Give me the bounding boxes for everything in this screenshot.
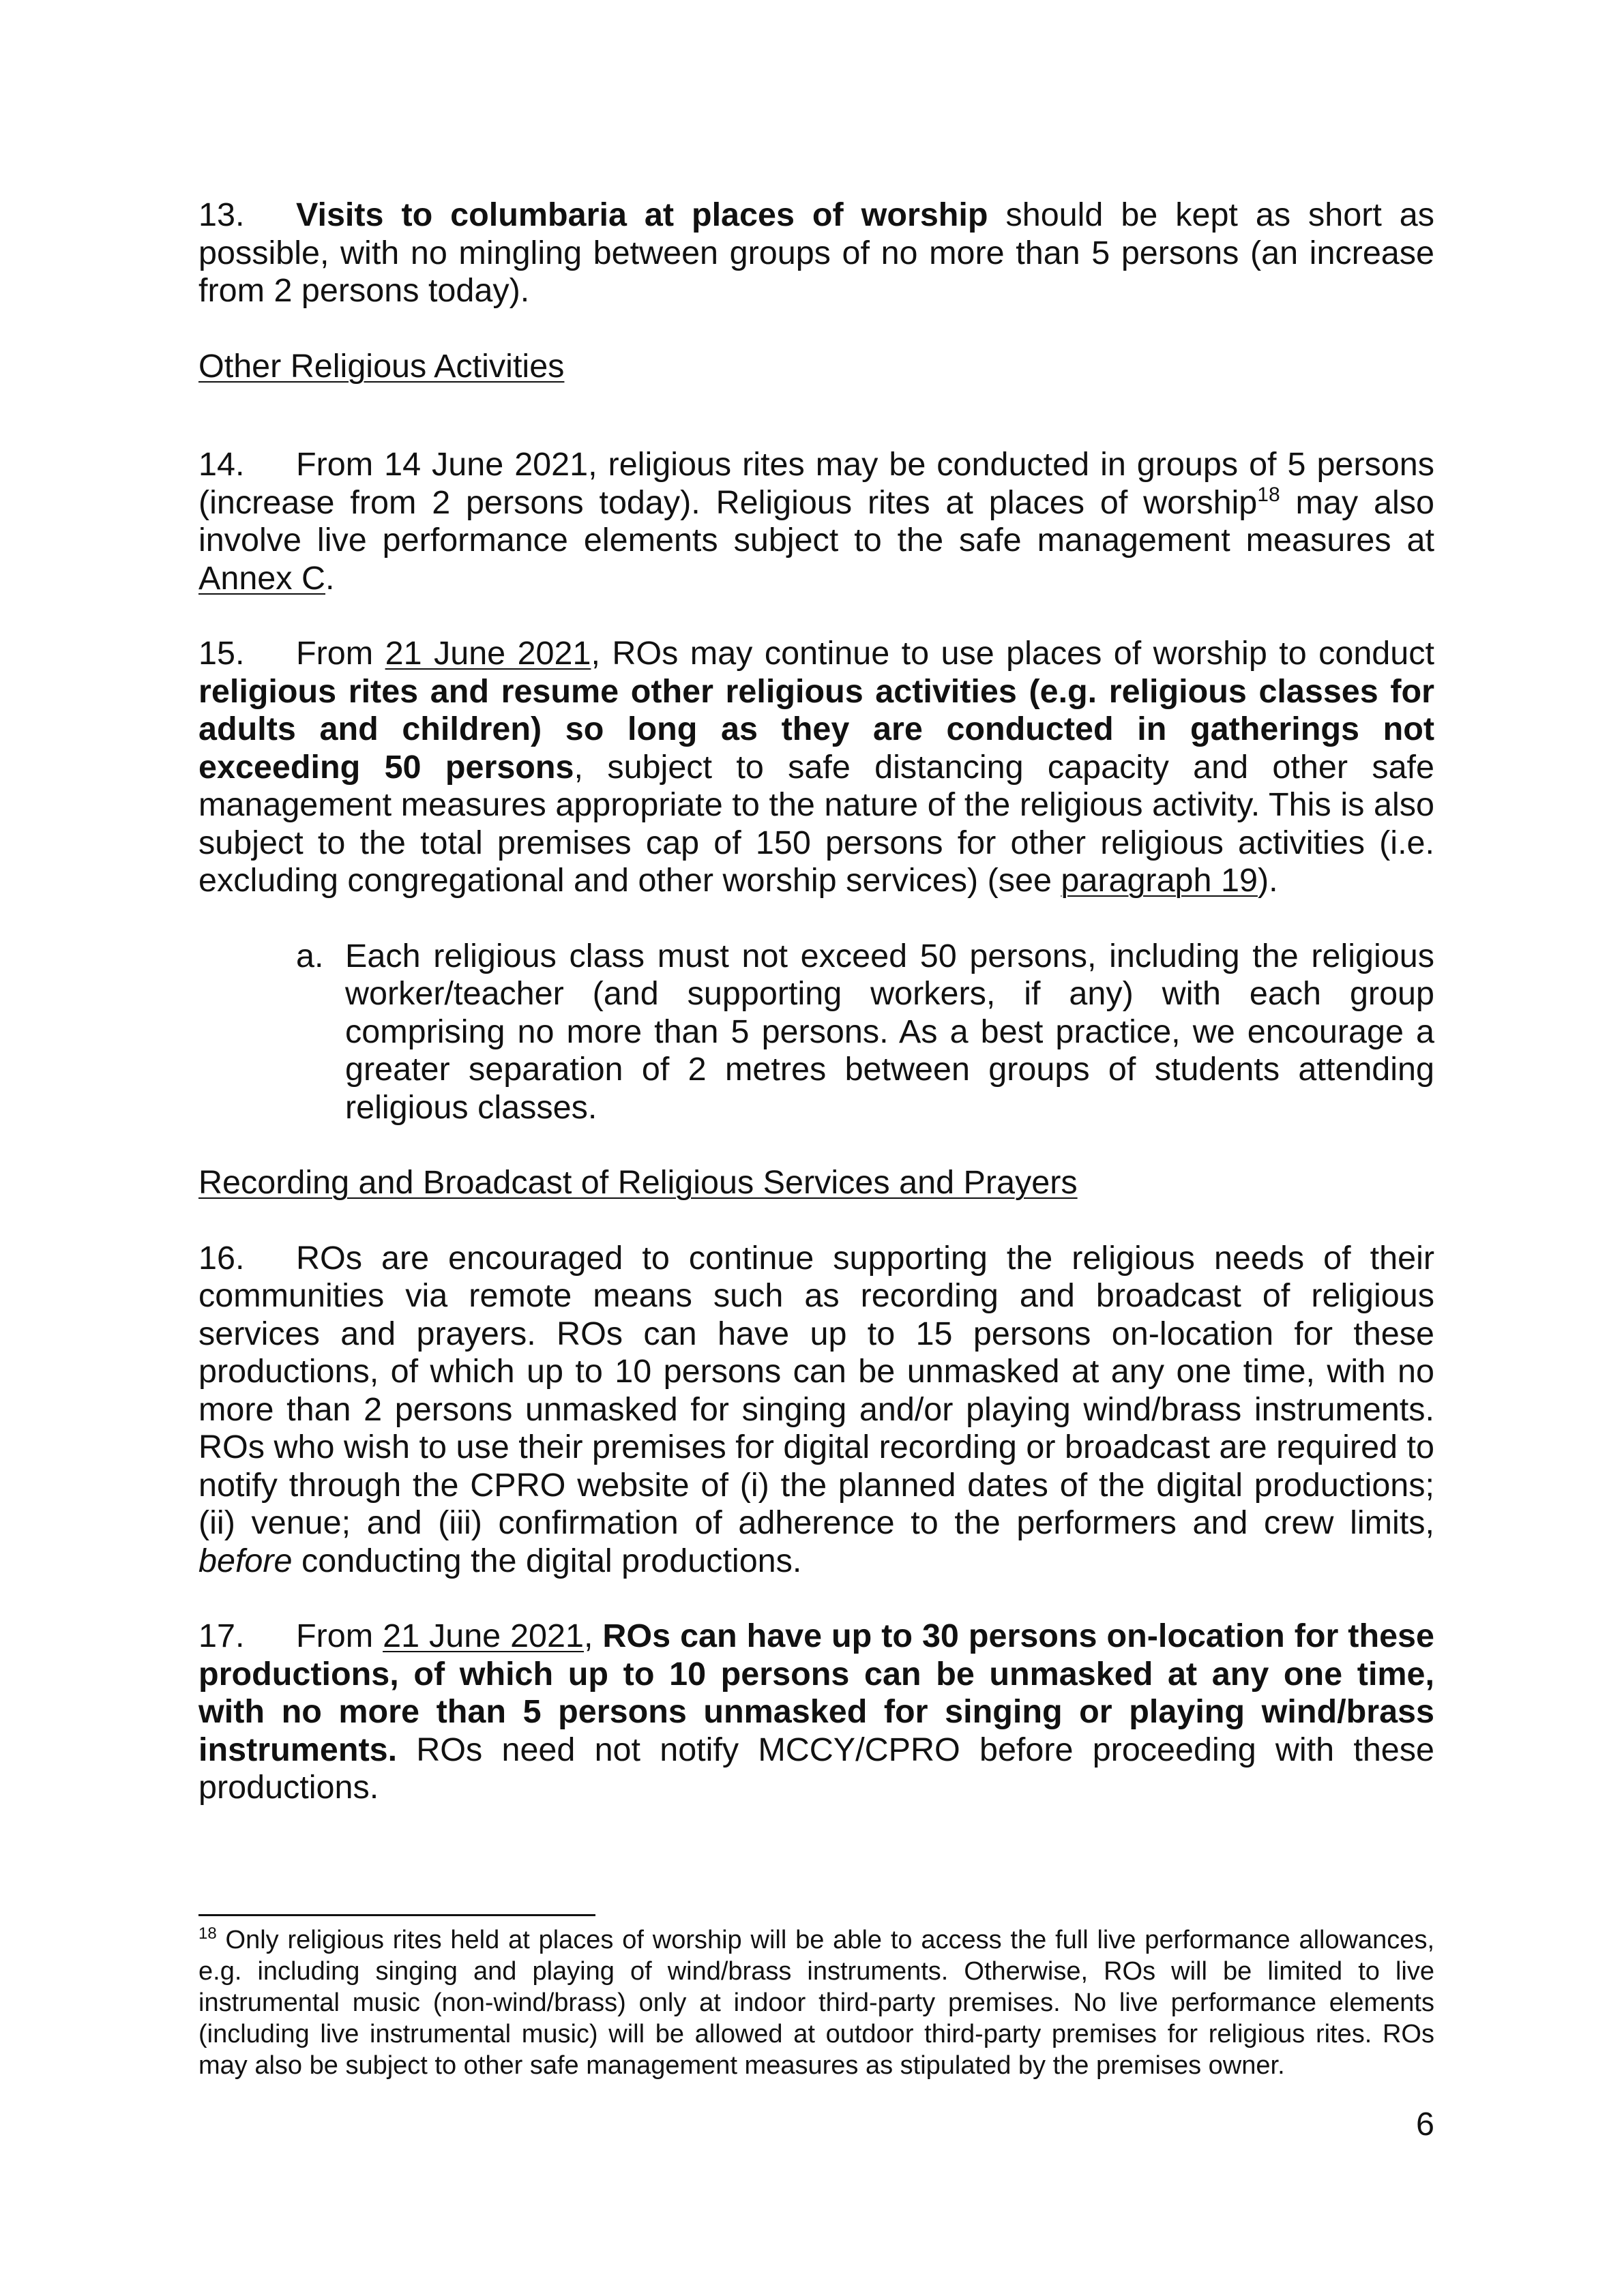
paragraph-text: may also involve live performance elements subject to the safe management measures at: [198, 483, 1435, 558]
annex-c-link[interactable]: Annex C: [198, 559, 326, 597]
paragraph-13: [198, 196, 1434, 310]
section-heading-recording-broadcast: Recording and Broadcast of Religious Services and Prayers: [198, 1164, 1078, 1201]
paragraph-text: ROs need not notify MCCY/CPRO before proceeding with these productions.: [198, 1731, 1434, 1806]
paragraph-text: From: [296, 635, 385, 672]
bold-lead: Visits to columbaria at places of worship: [296, 196, 988, 233]
paragraph-17: [198, 1617, 1434, 1807]
document-body: [198, 196, 1434, 1807]
section-heading-other-religious-activities: Other Religious Activities: [198, 347, 565, 385]
paragraph-text: ,: [583, 1617, 603, 1654]
paragraph-number: 17.: [198, 1617, 245, 1654]
paragraph-text: , subject to safe distancing capacity and other safe management measures appropriate to the nature of the religious activity. This is also subject to the total premises cap of 150 persons for other religious activities (i.e. excluding congregational and other worship services) (see: [198, 748, 1434, 899]
footnote-18: [198, 1924, 1434, 2081]
paragraph-19-link[interactable]: paragraph 19: [1061, 862, 1258, 899]
date-underlined: 21 June 2021: [383, 1617, 584, 1654]
paragraph-text: should be kept as short as possible, with no mingling between groups of no more than 5 persons (an increase from 2 persons today).: [198, 196, 1434, 309]
footnote-number: 18: [198, 1924, 217, 1943]
paragraph-number: 14.: [198, 446, 245, 483]
footnote-divider: [198, 1914, 595, 1916]
paragraph-number: 15.: [198, 635, 245, 672]
paragraph-16: [198, 1240, 1434, 1581]
paragraph-text: conducting the digital productions.: [292, 1542, 802, 1579]
paragraph-text: ).: [1257, 862, 1278, 899]
paragraph-15: [198, 635, 1434, 900]
bold-text: religious rites and resume other religious activities (e.g. religious classes for adults and children) so long as they are conducted in gatherings not exceeding 50 persons: [198, 672, 1434, 786]
date-underlined: 21 June 2021: [385, 635, 591, 672]
paragraph-text: ROs are encouraged to continue supporting the religious needs of their communities via remote means such as recording and broadcast of religious services and prayers. ROs can have up to 15 persons on-location for these productions, of which up to 10 persons can be unmasked at any one time, with no more than 2 persons unmasked for singing and/or playing wind/brass instruments. ROs who wish to use their premises for digital recording or broadcast are required to notify through the CPRO website of (i) the planned dates of the digital productions; (ii) venue; and (iii) confirmation of adherence to the performers and crew limits,: [198, 1239, 1434, 1541]
footnote-reference[interactable]: 18: [1257, 483, 1280, 506]
italic-text: before: [198, 1542, 293, 1579]
bold-text: ROs can have up to 30 persons on-location for these productions, of which up to 10 persons can be unmasked at any one time, with no more than 5 persons unmasked for singing or playing wind/brass instruments.: [198, 1617, 1434, 1768]
sub-item-text: Each religious class must not exceed 50 persons, including the religious worker/teacher (and supporting workers, if any) with each group comprising no more than 5 persons. As a best practice, we encourage a greater separation of 2 metres between groups of students attending religious classes.: [345, 937, 1434, 1126]
footnote-text: Only religious rites held at places of worship will be able to access the full live performance allowances, e.g. including singing and playing of wind/brass instruments. Otherwise, ROs will be limited to live instrumental music (non-wind/brass) only at indoor third-party premises. No live performance elements (including live instrumental music) will be allowed at outdoor third-party premises for religious rites. ROs may also be subject to other safe management measures as stipulated by the premises owner.: [198, 1926, 1434, 2080]
sub-item-a: [296, 938, 1434, 1127]
paragraph-number: 16.: [198, 1239, 245, 1277]
paragraph-text: From: [296, 1617, 383, 1654]
paragraph-text: , ROs may continue to use places of worship to conduct: [591, 635, 1434, 672]
page-number: 6: [1416, 2106, 1434, 2143]
paragraph-number: 13.: [198, 196, 245, 233]
sub-item-label: a.: [296, 937, 324, 974]
paragraph-text: From 14 June 2021, religious rites may be conducted in groups of 5 persons (increase from 2 persons today). Religious rites at places of worship: [198, 446, 1434, 521]
paragraph-14: [198, 446, 1434, 597]
paragraph-text: .: [325, 559, 335, 597]
